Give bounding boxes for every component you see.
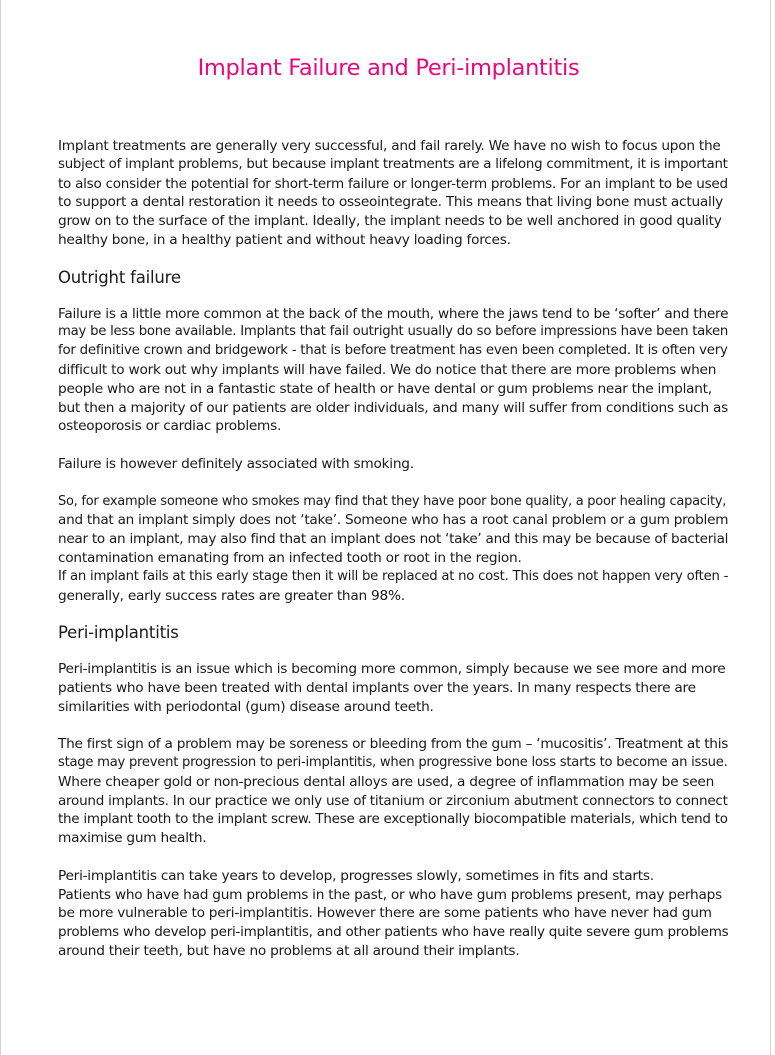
outright-failure-paragraph-1: [58, 305, 728, 437]
text-line: osteoporosis or cardiac problems.: [58, 418, 282, 435]
text-line: to also consider the potential for short-term failure or longer-term problems. For an implant to be used: [58, 175, 728, 192]
outright-failure-paragraph-2: [58, 455, 728, 474]
text-line: The first sign of a problem may be soreness or bleeding from the gum – ‘mucositis’. Treatment at this: [58, 736, 729, 753]
outright-failure-paragraph-3: [58, 493, 728, 606]
text-line: Failure is a little more common at the back of the mouth, where the jaws tend to be ‘softer’ and there: [58, 305, 729, 322]
text-line: stage may prevent progression to peri-implantitis, when progressive bone loss starts to become an issue.: [58, 755, 728, 771]
text-line: generally, early success rates are greater than 98%.: [58, 587, 405, 604]
section-heading-peri-implantitis: Peri-implantitis: [58, 623, 179, 643]
text-line: patients who have been treated with dental implants over the years. In many respects there are: [58, 679, 696, 696]
text-line: Where cheaper gold or non-precious dental alloys are used, a degree of inflammation may be seen: [58, 773, 715, 790]
text-line: maximise gum health.: [58, 830, 207, 847]
page-edge-divider: [770, 0, 771, 1055]
text-line: be more vulnerable to peri-implantitis. However there are some patients who have never had gum: [58, 905, 712, 922]
text-line: Peri-implantitis can take years to develop, progresses slowly, sometimes in fits and starts.: [58, 867, 654, 884]
text-line: difficult to work out why implants will have failed. We do notice that there are more problems when: [58, 361, 717, 378]
intro-paragraph: [58, 137, 728, 250]
text-line: grow on to the surface of the implant. Ideally, the implant needs to be well anchored in good quality: [58, 213, 722, 230]
text-line: to support a dental restoration it needs to osseointegrate. This means that living bone must actually: [58, 194, 723, 211]
text-line: people who are not in a fantastic state of health or have dental or gum problems near the implant,: [58, 380, 712, 397]
text-line: If an implant fails at this early stage then it will be replaced at no cost. This does not happen very often -: [58, 568, 729, 584]
peri-implantitis-paragraph-3: [58, 867, 728, 961]
text-line: contamination emanating from an infected tooth or root in the region.: [58, 549, 522, 566]
peri-implantitis-paragraph-1: [58, 660, 728, 716]
text-line: Patients who have had gum problems in the past, or who have gum problems present, may perhaps: [58, 886, 722, 903]
section-heading-outright-failure: Outright failure: [58, 267, 181, 287]
text-line: So, for example someone who smokes may find that they have poor bone quality, a poor healing capacity,: [58, 493, 727, 509]
text-line: and that an implant simply does not ‘take’. Someone who has a root canal problem or a gum problem: [58, 512, 729, 529]
text-line: similarities with periodontal (gum) disease around teeth.: [58, 698, 434, 715]
text-line: but then a majority of our patients are older individuals, and many will suffer from conditions such as: [58, 399, 729, 416]
text-line: near to an implant, may also find that an implant does not ‘take’ and this may be because of bacterial: [58, 531, 729, 548]
text-line: Failure is however definitely associated with smoking.: [58, 455, 414, 472]
peri-implantitis-paragraph-2: [58, 735, 728, 848]
document-body: [58, 137, 728, 961]
text-line: the implant tooth to the implant screw. These are exceptionally biocompatible materials, which tend to: [58, 811, 728, 827]
text-line: Peri-implantitis is an issue which is becoming more common, simply because we see more and more: [58, 661, 726, 678]
page-title: Implant Failure and Peri-implantitis: [197, 55, 580, 81]
text-line: for definitive crown and bridgework - that is before treatment has even been completed. It is often very: [58, 343, 728, 359]
text-line: problems who develop peri-implantitis, and other patients who have really quite severe gum problems: [58, 924, 729, 941]
text-line: may be less bone available. Implants that fail outright usually do so before impressions have been taken: [58, 324, 729, 340]
text-line: subject of implant problems, but because implant treatments are a lifelong commitment, it is important: [58, 156, 728, 172]
text-line: Implant treatments are generally very successful, and fail rarely. We have no wish to focus upon the: [58, 138, 721, 154]
text-line: around implants. In our practice we only use of titanium or zirconium abutment connectors to connect: [58, 792, 728, 809]
text-line: healthy bone, in a healthy patient and without heavy loading forces.: [58, 231, 511, 248]
text-line: around their teeth, but have no problems at all around their implants.: [58, 943, 520, 960]
